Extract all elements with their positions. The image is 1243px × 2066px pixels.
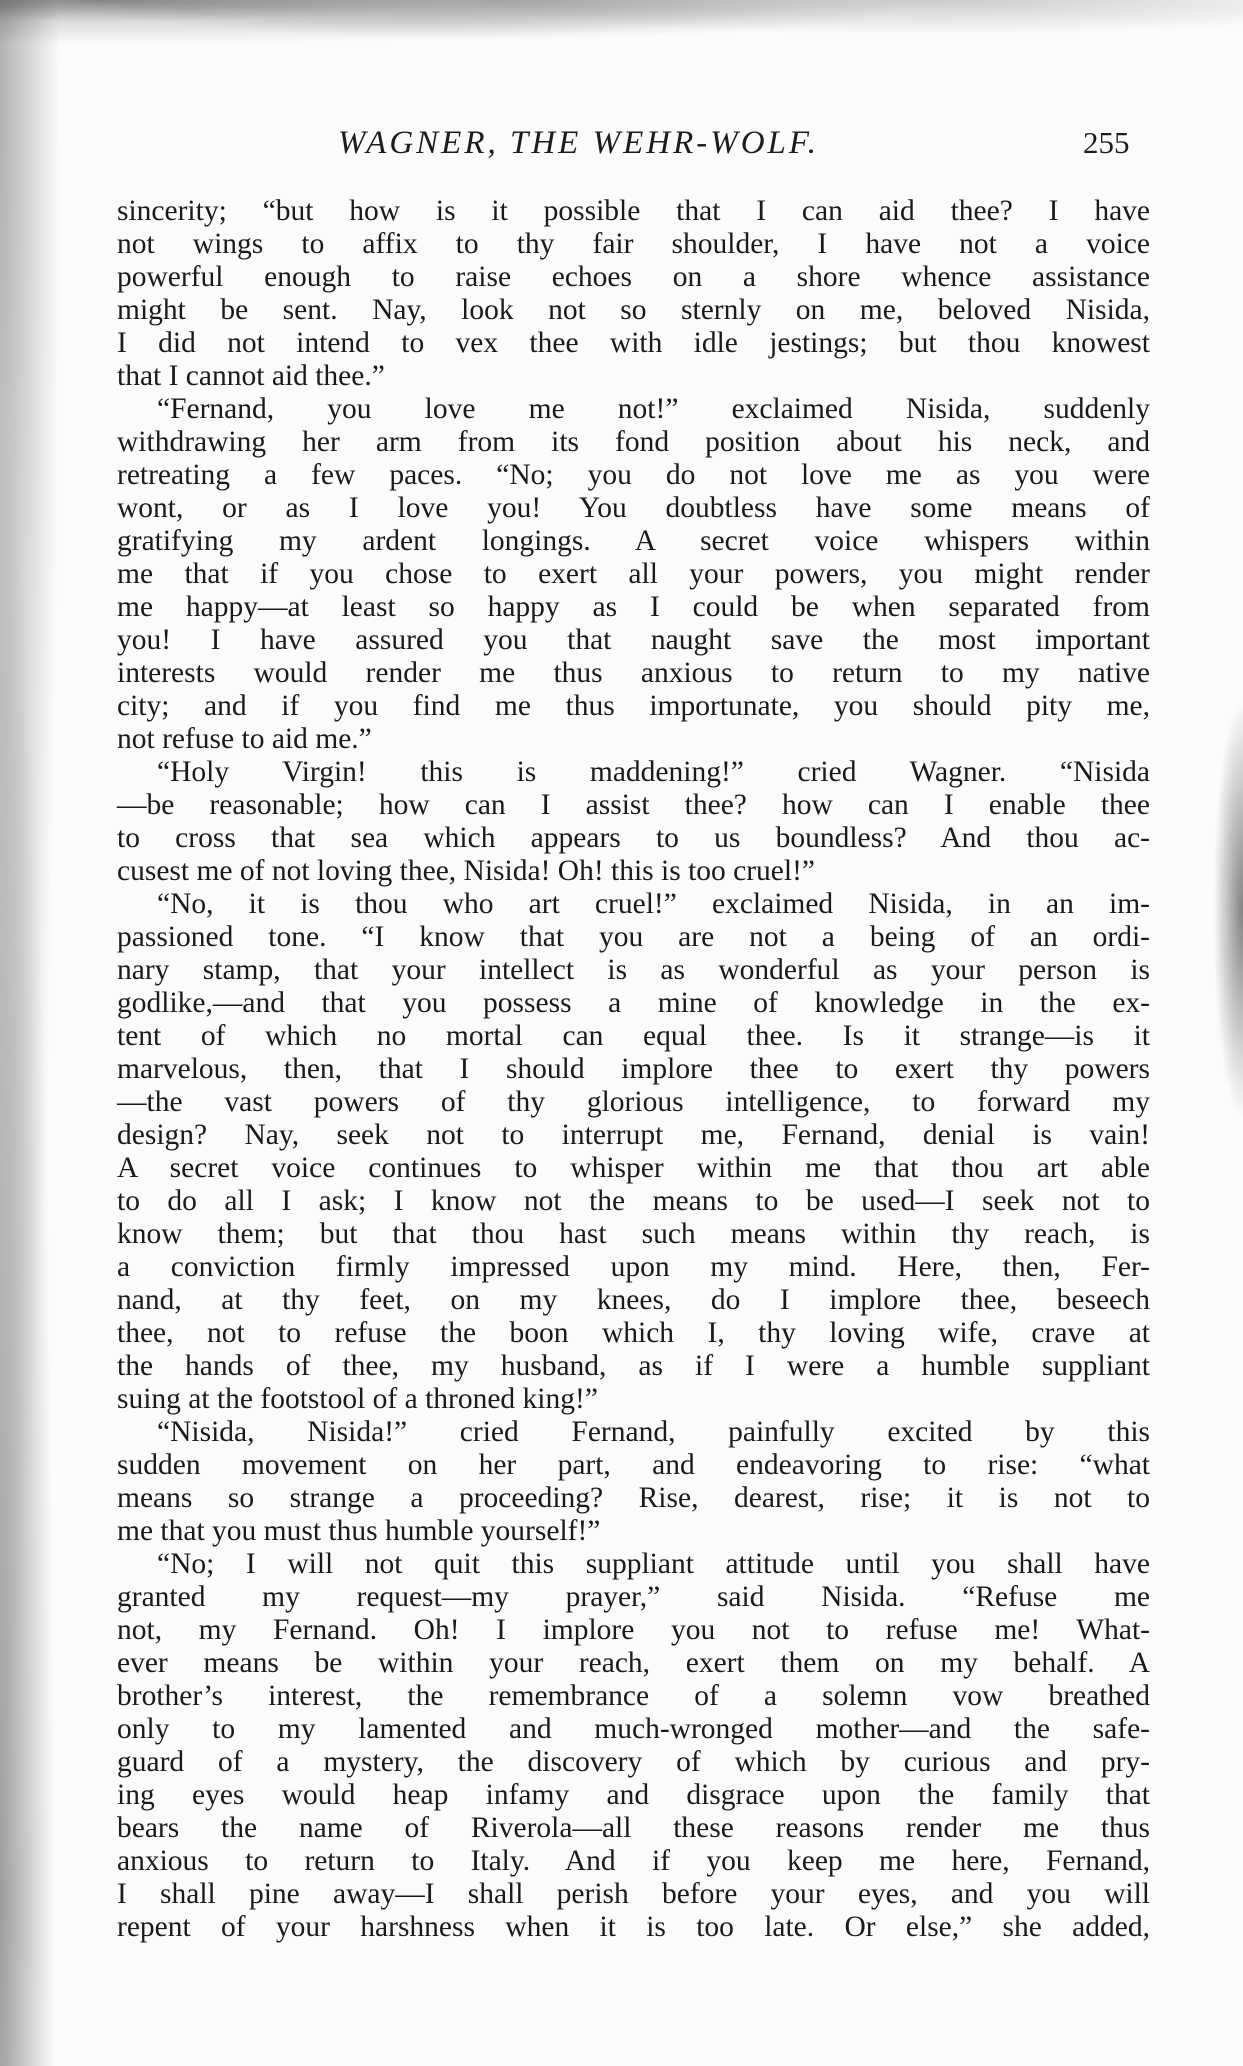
text-line: repent of your harshness when it is too late. Or else,” she added, [117,1911,1150,1943]
text-line: “Holy Virgin! this is maddening!” cried Wagner. “Nisida [157,756,1150,788]
text-line: I shall pine away—I shall perish before your eyes, and you will [117,1878,1150,1910]
text-line: cusest me of not loving thee, Nisida! Oh! this is too cruel!” [117,855,816,887]
text-line: thee, not to refuse the boon which I, thy loving wife, crave at [117,1317,1150,1349]
text-line: godlike,—and that you possess a mine of knowledge in the ex- [117,987,1150,1019]
paragraph [117,1548,1150,1944]
text-line: design? Nay, seek not to interrupt me, Fernand, denial is vain! [117,1119,1150,1151]
text-line: gratifying my ardent longings. A secret voice whispers within [117,525,1150,557]
text-line: not wings to affix to thy fair shoulder, I have not a voice [117,228,1150,260]
paragraph [117,195,1150,393]
body-text [117,195,1150,1944]
text-line: “No; I will not quit this suppliant attitude until you shall have [157,1548,1150,1580]
text-line: retreating a few paces. “No; you do not love me as you were [117,459,1150,491]
running-head [0,125,1243,171]
text-line: withdrawing her arm from its fond position about his neck, and [117,426,1150,458]
text-line: bears the name of Riverola—all these reasons render me thus [117,1812,1150,1844]
text-line: a conviction firmly impressed upon my mind. Here, then, Fer- [117,1251,1150,1283]
text-line: nary stamp, that your intellect is as wonderful as your person is [117,954,1150,986]
text-line: passioned tone. “I know that you are not a being of an ordi- [117,921,1150,953]
paragraph [117,1416,1150,1548]
text-line: anxious to return to Italy. And if you keep me here, Fernand, [117,1845,1150,1877]
text-line: sincerity; “but how is it possible that I can aid thee? I have [117,195,1150,227]
page-number: 255 [1083,125,1130,160]
text-line: ing eyes would heap infamy and disgrace upon the family that [117,1779,1150,1811]
text-line: marvelous, then, that I should implore thee to exert thy powers [117,1053,1150,1085]
running-title: WAGNER, THE WEHR-WOLF. [338,125,820,161]
scan-noise-top [0,0,1243,70]
text-line: me happy—at least so happy as I could be when separated from [117,591,1150,623]
text-line: know them; but that thou hast such means within thy reach, is [117,1218,1150,1250]
text-line: you! I have assured you that naught save the most important [117,624,1150,656]
text-line: not, my Fernand. Oh! I implore you not to refuse me! What- [117,1614,1150,1646]
text-line: powerful enough to raise echoes on a shore whence assistance [117,261,1150,293]
paragraph [117,756,1150,888]
text-line: —the vast powers of thy glorious intelligence, to forward my [117,1086,1150,1118]
text-line: sudden movement on her part, and endeavoring to rise: “what [117,1449,1150,1481]
text-line: city; and if you find me thus importunate, you should pity me, [117,690,1150,722]
text-line: “Fernand, you love me not!” exclaimed Nisida, suddenly [157,393,1150,425]
text-line: —be reasonable; how can I assist thee? how can I enable thee [117,789,1150,821]
text-line: suing at the footstool of a throned king!” [117,1383,598,1415]
text-line: granted my request—my prayer,” said Nisida. “Refuse me [117,1581,1150,1613]
text-line: nand, at thy feet, on my knees, do I implore thee, beseech [117,1284,1150,1316]
text-line: might be sent. Nay, look not so sternly on me, beloved Nisida, [117,294,1150,326]
text-line: to do all I ask; I know not the means to be used—I seek not to [117,1185,1150,1217]
text-line: brother’s interest, the remembrance of a solemn vow breathed [117,1680,1150,1712]
paragraph [117,888,1150,1416]
text-line: “No, it is thou who art cruel!” exclaimed Nisida, in an im- [157,888,1150,920]
text-line: that I cannot aid thee.” [117,360,385,392]
text-line: tent of which no mortal can equal thee. Is it strange—is it [117,1020,1150,1052]
scan-noise-right [1213,700,1243,1120]
text-line: I did not intend to vex thee with idle jestings; but thou knowest [117,327,1150,359]
text-line: wont, or as I love you! You doubtless have some means of [117,492,1150,524]
text-line: interests would render me thus anxious to return to my native [117,657,1150,689]
text-line: me that if you chose to exert all your powers, you might render [117,558,1150,590]
text-line: guard of a mystery, the discovery of which by curious and pry- [117,1746,1150,1778]
text-line: me that you must thus humble yourself!” [117,1515,601,1547]
text-line: to cross that sea which appears to us boundless? And thou ac- [117,822,1150,854]
text-line: “Nisida, Nisida!” cried Fernand, painfully excited by this [157,1416,1150,1448]
text-line: not refuse to aid me.” [117,723,372,755]
text-line: only to my lamented and much-wronged mother—and the safe- [117,1713,1150,1745]
text-line: A secret voice continues to whisper within me that thou art able [117,1152,1150,1184]
text-line: ever means be within your reach, exert them on my behalf. A [117,1647,1150,1679]
text-line: means so strange a proceeding? Rise, dearest, rise; it is not to [117,1482,1150,1514]
paragraph [117,393,1150,756]
scan-noise-left [0,0,70,2066]
text-line: the hands of thee, my husband, as if I were a humble suppliant [117,1350,1150,1382]
